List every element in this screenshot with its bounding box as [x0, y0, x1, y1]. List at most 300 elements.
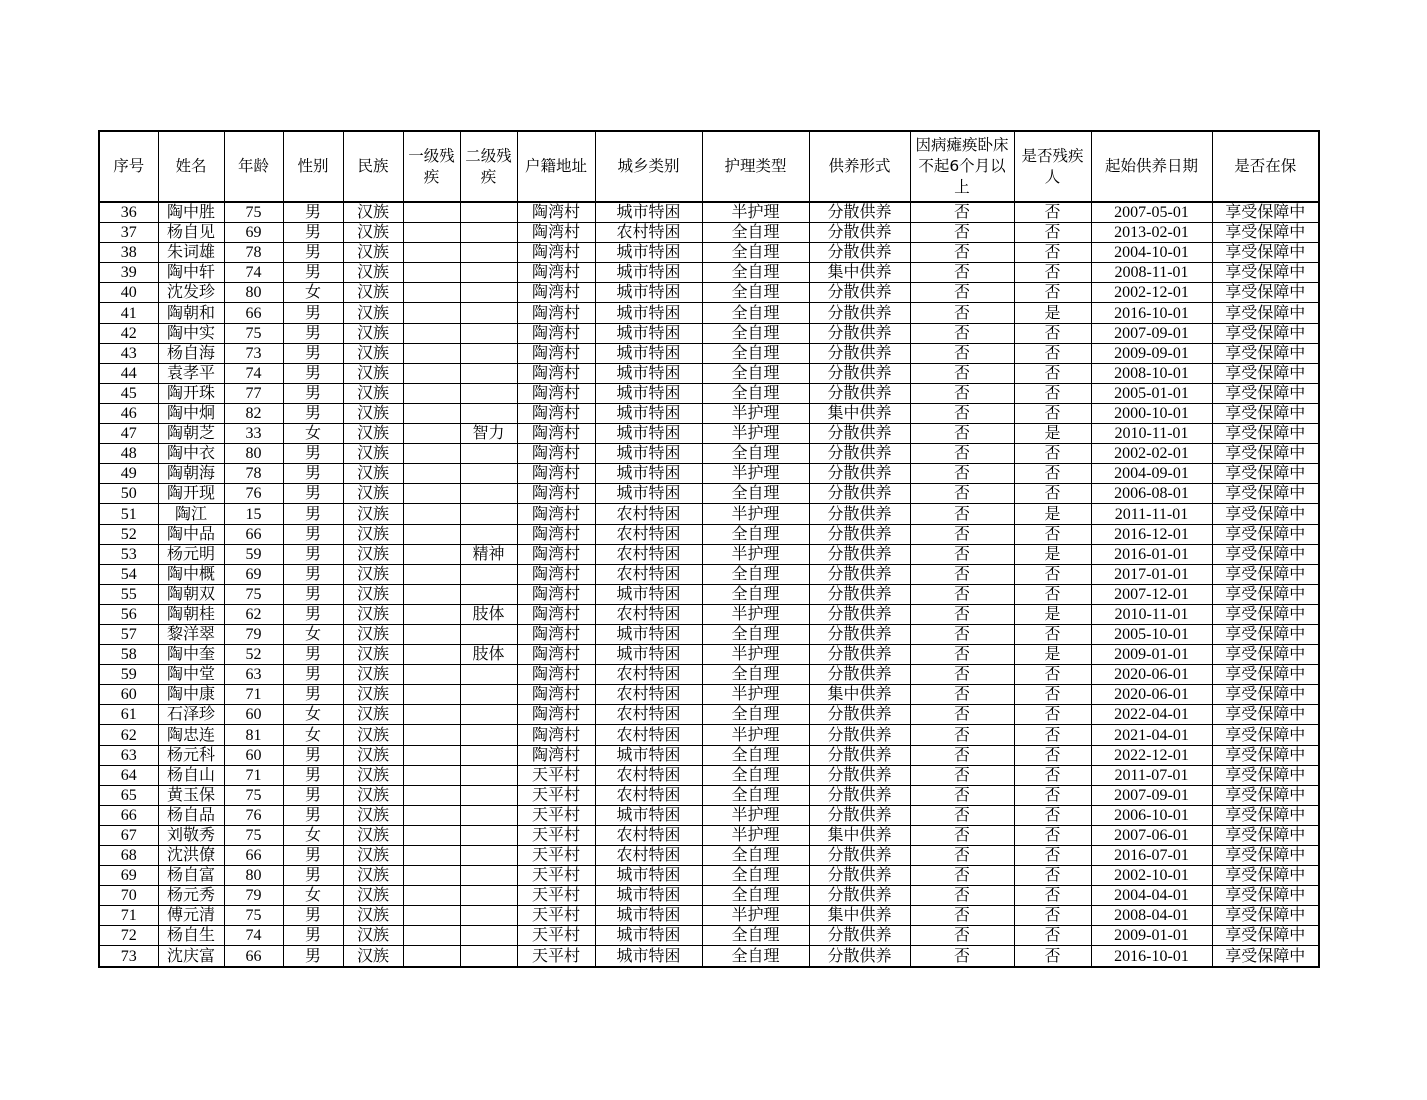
col-support-start-date-cell: 2007-12-01 — [1091, 584, 1212, 604]
col-disability-level-1-cell — [403, 946, 460, 967]
col-coverage-status-cell: 享受保障中 — [1212, 624, 1319, 644]
col-disability-level-1-cell — [403, 403, 460, 423]
col-bedridden-6-months-cell: 否 — [910, 403, 1014, 423]
col-ethnicity-cell: 汉族 — [343, 363, 403, 383]
table-row — [99, 504, 1319, 524]
table-row — [99, 403, 1319, 423]
table-row — [99, 825, 1319, 845]
col-disability-level-1-cell — [403, 785, 460, 805]
col-bedridden-6-months-cell: 否 — [910, 725, 1014, 745]
col-disability-level-2-cell — [460, 464, 517, 484]
col-urban-rural-category-cell: 城市特困 — [595, 906, 702, 926]
col-gender-cell: 男 — [283, 946, 343, 967]
col-age-cell: 59 — [224, 544, 283, 564]
col-serial-cell: 66 — [99, 805, 158, 825]
col-disability-level-1-cell — [403, 323, 460, 343]
col-is-disabled-cell: 否 — [1014, 243, 1091, 263]
col-name-cell: 陶开珠 — [158, 383, 224, 403]
col-name-cell: 陶中概 — [158, 564, 224, 584]
col-ethnicity-cell: 汉族 — [343, 223, 403, 243]
col-coverage-status-cell: 享受保障中 — [1212, 785, 1319, 805]
col-support-start-date-cell: 2007-06-01 — [1091, 825, 1212, 845]
col-serial-cell: 51 — [99, 504, 158, 524]
col-gender-cell: 男 — [283, 484, 343, 504]
col-name-cell: 陶中轩 — [158, 263, 224, 283]
col-age-cell: 63 — [224, 665, 283, 685]
col-gender-cell: 男 — [283, 906, 343, 926]
col-urban-rural-category-cell: 城市特困 — [595, 584, 702, 604]
col-serial-cell: 68 — [99, 846, 158, 866]
col-name-cell: 杨自生 — [158, 926, 224, 946]
col-urban-rural-category-cell: 城市特困 — [595, 805, 702, 825]
header-support-form: 供养形式 — [809, 131, 910, 202]
header-household-address: 户籍地址 — [517, 131, 595, 202]
table-row — [99, 705, 1319, 725]
col-bedridden-6-months-cell: 否 — [910, 323, 1014, 343]
col-household-address-cell: 陶湾村 — [517, 725, 595, 745]
col-name-cell: 杨元科 — [158, 745, 224, 765]
col-urban-rural-category-cell: 城市特困 — [595, 946, 702, 967]
table-row — [99, 604, 1319, 624]
col-name-cell: 袁孝平 — [158, 363, 224, 383]
col-care-type-cell: 半护理 — [702, 685, 809, 705]
col-ethnicity-cell: 汉族 — [343, 303, 403, 323]
col-serial-cell: 54 — [99, 564, 158, 584]
col-gender-cell: 男 — [283, 363, 343, 383]
col-ethnicity-cell: 汉族 — [343, 685, 403, 705]
col-gender-cell: 男 — [283, 524, 343, 544]
col-household-address-cell: 天平村 — [517, 946, 595, 967]
col-urban-rural-category-cell: 农村特困 — [595, 544, 702, 564]
col-serial-cell: 45 — [99, 383, 158, 403]
col-age-cell: 82 — [224, 403, 283, 423]
col-household-address-cell: 陶湾村 — [517, 645, 595, 665]
table-row — [99, 866, 1319, 886]
col-disability-level-1-cell — [403, 363, 460, 383]
col-household-address-cell: 天平村 — [517, 906, 595, 926]
col-care-type-cell: 全自理 — [702, 745, 809, 765]
col-care-type-cell: 全自理 — [702, 444, 809, 464]
col-support-start-date-cell: 2016-12-01 — [1091, 524, 1212, 544]
col-disability-level-1-cell — [403, 584, 460, 604]
col-age-cell: 78 — [224, 464, 283, 484]
col-age-cell: 73 — [224, 343, 283, 363]
col-name-cell: 杨自见 — [158, 223, 224, 243]
col-support-form-cell: 分散供养 — [809, 584, 910, 604]
col-bedridden-6-months-cell: 否 — [910, 765, 1014, 785]
col-support-start-date-cell: 2007-09-01 — [1091, 323, 1212, 343]
col-is-disabled-cell: 否 — [1014, 765, 1091, 785]
col-support-form-cell: 分散供养 — [809, 604, 910, 624]
col-is-disabled-cell: 否 — [1014, 685, 1091, 705]
col-support-start-date-cell: 2016-01-01 — [1091, 544, 1212, 564]
col-serial-cell: 52 — [99, 524, 158, 544]
col-serial-cell: 69 — [99, 866, 158, 886]
col-disability-level-2-cell — [460, 283, 517, 303]
col-serial-cell: 63 — [99, 745, 158, 765]
col-is-disabled-cell: 否 — [1014, 263, 1091, 283]
col-serial-cell: 36 — [99, 202, 158, 223]
col-gender-cell: 男 — [283, 303, 343, 323]
col-support-start-date-cell: 2007-09-01 — [1091, 785, 1212, 805]
col-coverage-status-cell: 享受保障中 — [1212, 765, 1319, 785]
col-bedridden-6-months-cell: 否 — [910, 303, 1014, 323]
col-name-cell: 杨自山 — [158, 765, 224, 785]
col-is-disabled-cell: 否 — [1014, 906, 1091, 926]
col-care-type-cell: 全自理 — [702, 624, 809, 644]
col-support-form-cell: 分散供养 — [809, 383, 910, 403]
col-disability-level-1-cell — [403, 705, 460, 725]
col-ethnicity-cell: 汉族 — [343, 544, 403, 564]
col-household-address-cell: 陶湾村 — [517, 665, 595, 685]
col-urban-rural-category-cell: 城市特困 — [595, 323, 702, 343]
col-bedridden-6-months-cell: 否 — [910, 343, 1014, 363]
col-disability-level-1-cell — [403, 564, 460, 584]
col-gender-cell: 男 — [283, 685, 343, 705]
col-support-form-cell: 分散供养 — [809, 946, 910, 967]
col-ethnicity-cell: 汉族 — [343, 383, 403, 403]
col-ethnicity-cell: 汉族 — [343, 343, 403, 363]
col-support-form-cell: 分散供养 — [809, 725, 910, 745]
header-urban-rural-category: 城乡类别 — [595, 131, 702, 202]
col-gender-cell: 男 — [283, 564, 343, 584]
col-disability-level-2-cell: 精神 — [460, 544, 517, 564]
col-name-cell: 黎洋翠 — [158, 624, 224, 644]
col-disability-level-1-cell — [403, 484, 460, 504]
col-household-address-cell: 陶湾村 — [517, 202, 595, 223]
col-support-form-cell: 集中供养 — [809, 685, 910, 705]
col-disability-level-2-cell: 智力 — [460, 424, 517, 444]
col-serial-cell: 62 — [99, 725, 158, 745]
col-coverage-status-cell: 享受保障中 — [1212, 926, 1319, 946]
col-age-cell: 80 — [224, 283, 283, 303]
col-support-start-date-cell: 2008-11-01 — [1091, 263, 1212, 283]
col-bedridden-6-months-cell: 否 — [910, 825, 1014, 845]
col-bedridden-6-months-cell: 否 — [910, 665, 1014, 685]
col-urban-rural-category-cell: 城市特困 — [595, 283, 702, 303]
col-support-start-date-cell: 2020-06-01 — [1091, 685, 1212, 705]
col-disability-level-1-cell — [403, 544, 460, 564]
table-row — [99, 685, 1319, 705]
col-age-cell: 60 — [224, 705, 283, 725]
col-is-disabled-cell: 否 — [1014, 524, 1091, 544]
col-disability-level-1-cell — [403, 223, 460, 243]
col-ethnicity-cell: 汉族 — [343, 524, 403, 544]
col-household-address-cell: 陶湾村 — [517, 303, 595, 323]
col-name-cell: 陶忠连 — [158, 725, 224, 745]
col-urban-rural-category-cell: 城市特困 — [595, 343, 702, 363]
col-care-type-cell: 全自理 — [702, 926, 809, 946]
col-name-cell: 陶中堂 — [158, 665, 224, 685]
col-support-form-cell: 分散供养 — [809, 223, 910, 243]
col-name-cell: 陶中炯 — [158, 403, 224, 423]
col-disability-level-2-cell — [460, 263, 517, 283]
col-ethnicity-cell: 汉族 — [343, 866, 403, 886]
col-is-disabled-cell: 否 — [1014, 825, 1091, 845]
col-name-cell: 杨自富 — [158, 866, 224, 886]
col-gender-cell: 男 — [283, 504, 343, 524]
col-household-address-cell: 陶湾村 — [517, 705, 595, 725]
col-serial-cell: 39 — [99, 263, 158, 283]
col-care-type-cell: 全自理 — [702, 343, 809, 363]
col-ethnicity-cell: 汉族 — [343, 424, 403, 444]
col-name-cell: 石泽珍 — [158, 705, 224, 725]
col-serial-cell: 59 — [99, 665, 158, 685]
col-is-disabled-cell: 是 — [1014, 544, 1091, 564]
col-gender-cell: 男 — [283, 866, 343, 886]
col-urban-rural-category-cell: 农村特困 — [595, 785, 702, 805]
col-household-address-cell: 天平村 — [517, 926, 595, 946]
col-support-start-date-cell: 2005-01-01 — [1091, 383, 1212, 403]
col-gender-cell: 女 — [283, 825, 343, 845]
col-care-type-cell: 半护理 — [702, 604, 809, 624]
col-disability-level-2-cell — [460, 765, 517, 785]
col-gender-cell: 男 — [283, 745, 343, 765]
col-care-type-cell: 全自理 — [702, 846, 809, 866]
col-support-form-cell: 分散供养 — [809, 444, 910, 464]
col-coverage-status-cell: 享受保障中 — [1212, 363, 1319, 383]
col-household-address-cell: 陶湾村 — [517, 343, 595, 363]
col-disability-level-2-cell — [460, 805, 517, 825]
col-disability-level-1-cell — [403, 846, 460, 866]
col-disability-level-1-cell — [403, 604, 460, 624]
col-age-cell: 74 — [224, 926, 283, 946]
col-disability-level-2-cell — [460, 564, 517, 584]
col-name-cell: 陶中实 — [158, 323, 224, 343]
col-disability-level-2-cell — [460, 785, 517, 805]
col-disability-level-1-cell — [403, 263, 460, 283]
col-bedridden-6-months-cell: 否 — [910, 785, 1014, 805]
col-serial-cell: 73 — [99, 946, 158, 967]
table-row — [99, 343, 1319, 363]
col-serial-cell: 47 — [99, 424, 158, 444]
col-support-start-date-cell: 2011-11-01 — [1091, 504, 1212, 524]
col-support-start-date-cell: 2022-04-01 — [1091, 705, 1212, 725]
header-serial: 序号 — [99, 131, 158, 202]
col-disability-level-1-cell — [403, 805, 460, 825]
col-household-address-cell: 天平村 — [517, 886, 595, 906]
col-support-form-cell: 分散供养 — [809, 886, 910, 906]
col-gender-cell: 男 — [283, 243, 343, 263]
col-is-disabled-cell: 否 — [1014, 383, 1091, 403]
col-is-disabled-cell: 否 — [1014, 926, 1091, 946]
col-name-cell: 陶中胜 — [158, 202, 224, 223]
col-support-start-date-cell: 2004-09-01 — [1091, 464, 1212, 484]
col-bedridden-6-months-cell: 否 — [910, 866, 1014, 886]
col-care-type-cell: 全自理 — [702, 383, 809, 403]
col-bedridden-6-months-cell: 否 — [910, 886, 1014, 906]
col-ethnicity-cell: 汉族 — [343, 725, 403, 745]
table-row — [99, 263, 1319, 283]
col-bedridden-6-months-cell: 否 — [910, 263, 1014, 283]
col-serial-cell: 57 — [99, 624, 158, 644]
table-row — [99, 243, 1319, 263]
col-disability-level-2-cell — [460, 363, 517, 383]
col-household-address-cell: 陶湾村 — [517, 464, 595, 484]
col-serial-cell: 67 — [99, 825, 158, 845]
col-urban-rural-category-cell: 农村特困 — [595, 685, 702, 705]
col-bedridden-6-months-cell: 否 — [910, 363, 1014, 383]
col-serial-cell: 64 — [99, 765, 158, 785]
col-support-form-cell: 分散供养 — [809, 846, 910, 866]
col-support-start-date-cell: 2010-11-01 — [1091, 604, 1212, 624]
col-ethnicity-cell: 汉族 — [343, 745, 403, 765]
col-care-type-cell: 全自理 — [702, 705, 809, 725]
col-care-type-cell: 全自理 — [702, 886, 809, 906]
col-ethnicity-cell: 汉族 — [343, 444, 403, 464]
col-household-address-cell: 陶湾村 — [517, 424, 595, 444]
col-age-cell: 81 — [224, 725, 283, 745]
col-age-cell: 71 — [224, 765, 283, 785]
col-support-start-date-cell: 2002-12-01 — [1091, 283, 1212, 303]
col-serial-cell: 37 — [99, 223, 158, 243]
col-is-disabled-cell: 否 — [1014, 886, 1091, 906]
col-care-type-cell: 半护理 — [702, 202, 809, 223]
col-age-cell: 71 — [224, 685, 283, 705]
col-care-type-cell: 半护理 — [702, 544, 809, 564]
col-is-disabled-cell: 否 — [1014, 444, 1091, 464]
col-disability-level-2-cell — [460, 223, 517, 243]
col-age-cell: 75 — [224, 825, 283, 845]
header-coverage-status: 是否在保 — [1212, 131, 1319, 202]
col-support-form-cell: 集中供养 — [809, 825, 910, 845]
col-age-cell: 75 — [224, 584, 283, 604]
table-row — [99, 765, 1319, 785]
col-support-form-cell: 集中供养 — [809, 403, 910, 423]
col-household-address-cell: 陶湾村 — [517, 564, 595, 584]
col-urban-rural-category-cell: 城市特困 — [595, 886, 702, 906]
col-name-cell: 陶开现 — [158, 484, 224, 504]
col-bedridden-6-months-cell: 否 — [910, 906, 1014, 926]
col-age-cell: 69 — [224, 223, 283, 243]
col-support-start-date-cell: 2016-07-01 — [1091, 846, 1212, 866]
col-care-type-cell: 半护理 — [702, 464, 809, 484]
table-row — [99, 906, 1319, 926]
table-row — [99, 202, 1319, 223]
col-disability-level-2-cell — [460, 926, 517, 946]
col-disability-level-1-cell — [403, 745, 460, 765]
col-household-address-cell: 陶湾村 — [517, 243, 595, 263]
col-care-type-cell: 半护理 — [702, 645, 809, 665]
col-bedridden-6-months-cell: 否 — [910, 805, 1014, 825]
col-coverage-status-cell: 享受保障中 — [1212, 504, 1319, 524]
col-gender-cell: 女 — [283, 624, 343, 644]
col-is-disabled-cell: 否 — [1014, 343, 1091, 363]
col-gender-cell: 男 — [283, 645, 343, 665]
col-support-form-cell: 分散供养 — [809, 343, 910, 363]
col-ethnicity-cell: 汉族 — [343, 202, 403, 223]
col-coverage-status-cell: 享受保障中 — [1212, 604, 1319, 624]
col-support-form-cell: 分散供养 — [809, 363, 910, 383]
col-coverage-status-cell: 享受保障中 — [1212, 524, 1319, 544]
col-serial-cell: 40 — [99, 283, 158, 303]
col-disability-level-2-cell — [460, 243, 517, 263]
header-is-disabled: 是否残疾人 — [1014, 131, 1091, 202]
col-disability-level-2-cell — [460, 946, 517, 967]
col-gender-cell: 男 — [283, 263, 343, 283]
col-disability-level-1-cell — [403, 624, 460, 644]
col-ethnicity-cell: 汉族 — [343, 624, 403, 644]
col-disability-level-2-cell: 肢体 — [460, 645, 517, 665]
col-disability-level-2-cell — [460, 524, 517, 544]
col-age-cell: 33 — [224, 424, 283, 444]
col-ethnicity-cell: 汉族 — [343, 825, 403, 845]
col-coverage-status-cell: 享受保障中 — [1212, 444, 1319, 464]
col-support-form-cell: 分散供养 — [809, 745, 910, 765]
col-urban-rural-category-cell: 城市特困 — [595, 645, 702, 665]
col-serial-cell: 58 — [99, 645, 158, 665]
col-coverage-status-cell: 享受保障中 — [1212, 303, 1319, 323]
col-name-cell: 黄玉保 — [158, 785, 224, 805]
col-care-type-cell: 半护理 — [702, 805, 809, 825]
table-row — [99, 363, 1319, 383]
col-is-disabled-cell: 否 — [1014, 484, 1091, 504]
col-support-start-date-cell: 2002-02-01 — [1091, 444, 1212, 464]
col-gender-cell: 男 — [283, 665, 343, 685]
col-age-cell: 52 — [224, 645, 283, 665]
col-household-address-cell: 天平村 — [517, 805, 595, 825]
col-is-disabled-cell: 是 — [1014, 604, 1091, 624]
col-household-address-cell: 陶湾村 — [517, 604, 595, 624]
col-urban-rural-category-cell: 农村特困 — [595, 223, 702, 243]
col-urban-rural-category-cell: 城市特困 — [595, 363, 702, 383]
col-household-address-cell: 陶湾村 — [517, 624, 595, 644]
col-support-form-cell: 分散供养 — [809, 926, 910, 946]
col-age-cell: 75 — [224, 202, 283, 223]
col-is-disabled-cell: 否 — [1014, 584, 1091, 604]
col-age-cell: 79 — [224, 624, 283, 644]
table-row — [99, 846, 1319, 866]
col-ethnicity-cell: 汉族 — [343, 584, 403, 604]
col-urban-rural-category-cell: 农村特困 — [595, 765, 702, 785]
col-support-start-date-cell: 2022-12-01 — [1091, 745, 1212, 765]
col-age-cell: 62 — [224, 604, 283, 624]
header-row — [99, 131, 1319, 202]
col-urban-rural-category-cell: 农村特困 — [595, 665, 702, 685]
col-serial-cell: 60 — [99, 685, 158, 705]
col-name-cell: 杨元秀 — [158, 886, 224, 906]
table-row — [99, 383, 1319, 403]
col-name-cell: 陶中康 — [158, 685, 224, 705]
col-support-form-cell: 分散供养 — [809, 484, 910, 504]
col-disability-level-2-cell — [460, 725, 517, 745]
col-name-cell: 刘敬秀 — [158, 825, 224, 845]
col-serial-cell: 53 — [99, 544, 158, 564]
col-coverage-status-cell: 享受保障中 — [1212, 223, 1319, 243]
col-name-cell: 沈洪僚 — [158, 846, 224, 866]
col-urban-rural-category-cell: 城市特困 — [595, 243, 702, 263]
col-urban-rural-category-cell: 城市特困 — [595, 464, 702, 484]
col-is-disabled-cell: 否 — [1014, 323, 1091, 343]
col-disability-level-1-cell — [403, 524, 460, 544]
col-urban-rural-category-cell: 城市特困 — [595, 424, 702, 444]
col-name-cell: 朱词雄 — [158, 243, 224, 263]
col-bedridden-6-months-cell: 否 — [910, 444, 1014, 464]
table-row — [99, 926, 1319, 946]
col-coverage-status-cell: 享受保障中 — [1212, 805, 1319, 825]
col-disability-level-1-cell — [403, 243, 460, 263]
col-urban-rural-category-cell: 城市特困 — [595, 202, 702, 223]
header-age: 年龄 — [224, 131, 283, 202]
col-is-disabled-cell: 否 — [1014, 564, 1091, 584]
col-support-form-cell: 集中供养 — [809, 263, 910, 283]
table-row — [99, 805, 1319, 825]
col-serial-cell: 72 — [99, 926, 158, 946]
col-is-disabled-cell: 否 — [1014, 223, 1091, 243]
col-gender-cell: 女 — [283, 424, 343, 444]
col-support-form-cell: 分散供养 — [809, 283, 910, 303]
col-ethnicity-cell: 汉族 — [343, 906, 403, 926]
